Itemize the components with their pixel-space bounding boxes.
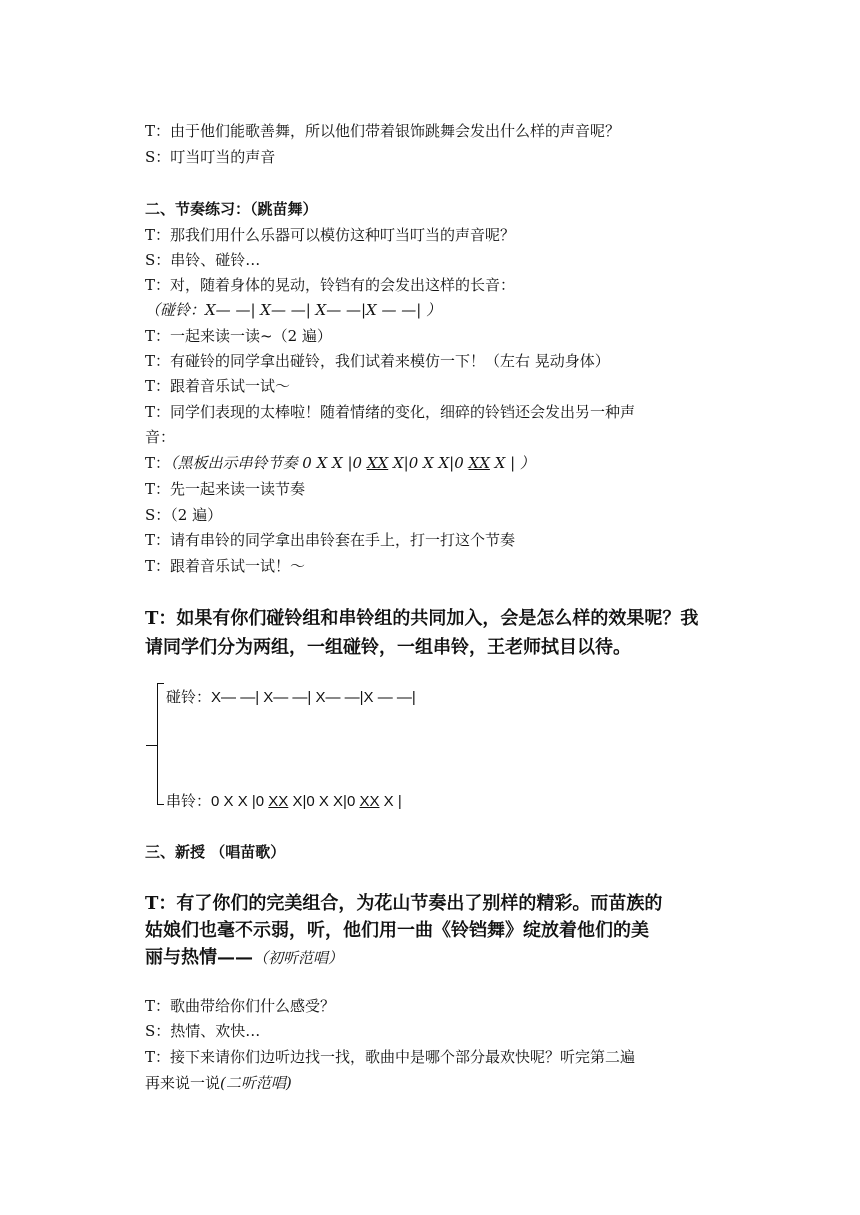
dialogue-line: T：一起来读一读~（2 遍）	[145, 327, 332, 345]
dialogue-line: T：歌曲带给你们什么感受？	[145, 997, 336, 1015]
dialogue-line: T：先一起来读一读节奏	[145, 480, 306, 498]
paragraph-text: 再来说一说	[145, 1074, 221, 1092]
emphasis-paragraph-line: 请同学们分为两组，一组碰铃，一组串铃，王老师拭目以待。	[145, 637, 631, 658]
dialogue-line: T：由于他们能歌善舞，所以他们带着银饰跳舞会发出什么样的声音呢？	[145, 122, 621, 140]
rhythm-notation-chuanling	[145, 452, 535, 474]
rhythm-notation-pengling: （碰铃：X— —| X— —| X— —|X — —| ）	[145, 301, 442, 319]
dialogue-line: T：同学们表现的太棒啦！随着情绪的变化，细碎的铃铛还会发出另一种声	[145, 403, 636, 421]
dialogue-line: 音：	[145, 428, 176, 446]
dialogue-line: T：跟着音乐试一试！～	[145, 557, 306, 575]
part-rhythm: 0 X X |0	[211, 793, 269, 810]
rhythm-eighth-pair: XX	[468, 454, 490, 472]
rhythm-eighth-pair: XX	[268, 793, 289, 810]
rhythm-text: （黑板出示串铃节奏 0 X X |0	[170, 454, 367, 472]
dialogue-line: T：有碰铃的同学拿出碰铃，我们试着来模仿一下！（左右 晃动身体）	[145, 352, 610, 370]
part-rhythm: X— —| X— —| X— —|X — —|	[211, 689, 416, 706]
dialogue-line: T：接下来请你们边听边找一找，歌曲中是哪个部分最欢快呢？听完第二遍	[145, 1048, 636, 1066]
emphasis-paragraph-line: T：如果有你们碰铃组和串铃组的共同加入，会是怎么样的效果呢？我	[145, 608, 699, 629]
rhythm-eighth-pair: XX	[366, 454, 389, 472]
paragraph-text: 丽与热情——	[145, 947, 253, 968]
section-heading-new-lesson: 三、新授 （唱苗歌）	[145, 843, 286, 861]
part-label: 碰铃：	[166, 688, 212, 706]
part-rhythm: X|0 X X|0	[288, 793, 360, 810]
emphasis-paragraph-line: 姑娘们也毫不示弱，听，他们用一曲《铃铛舞》绽放着他们的美	[145, 920, 649, 941]
dialogue-line: S：（2 遍）	[145, 506, 223, 524]
section-heading-rhythm: 二、节奏练习：（跳苗舞）	[145, 200, 318, 218]
rhythm-text: X|0 X X|0	[388, 454, 469, 472]
part-rhythm: X |	[379, 793, 402, 810]
score-part-chuanling	[166, 790, 402, 813]
rhythm-eighth-pair: XX	[359, 793, 380, 810]
dialogue-line: T：那我们用什么乐器可以模仿这种叮当叮当的声音呢？	[145, 226, 516, 244]
dialogue-line: S：串铃、碰铃…	[145, 251, 261, 269]
dialogue-line: T：对，随着身体的晃动，铃铛有的会发出这样的长音：	[145, 276, 516, 294]
part-label: 串铃：	[166, 792, 212, 810]
dialogue-line: T：跟着音乐试一试～	[145, 377, 291, 395]
stage-note: (二听范唱)	[220, 1074, 292, 1092]
score-brace-stub	[146, 745, 157, 746]
dialogue-line: S：叮当叮当的声音	[145, 148, 276, 166]
dialogue-line: S：热情、欢快…	[145, 1022, 261, 1040]
speaker-prefix: T：	[145, 454, 171, 472]
score-part-pengling	[166, 686, 416, 709]
emphasis-paragraph-line	[145, 944, 343, 972]
stage-note: （初听范唱）	[253, 949, 344, 967]
rhythm-text: X | ）	[489, 454, 535, 472]
dialogue-line	[145, 1072, 292, 1094]
emphasis-paragraph-line: T：有了你们的完美组合，为花山节奏出了别样的精彩。而苗族的	[145, 893, 663, 914]
score-brace	[157, 683, 164, 805]
dialogue-line: T：请有串铃的同学拿出串铃套在手上，打一打这个节奏	[145, 531, 516, 549]
